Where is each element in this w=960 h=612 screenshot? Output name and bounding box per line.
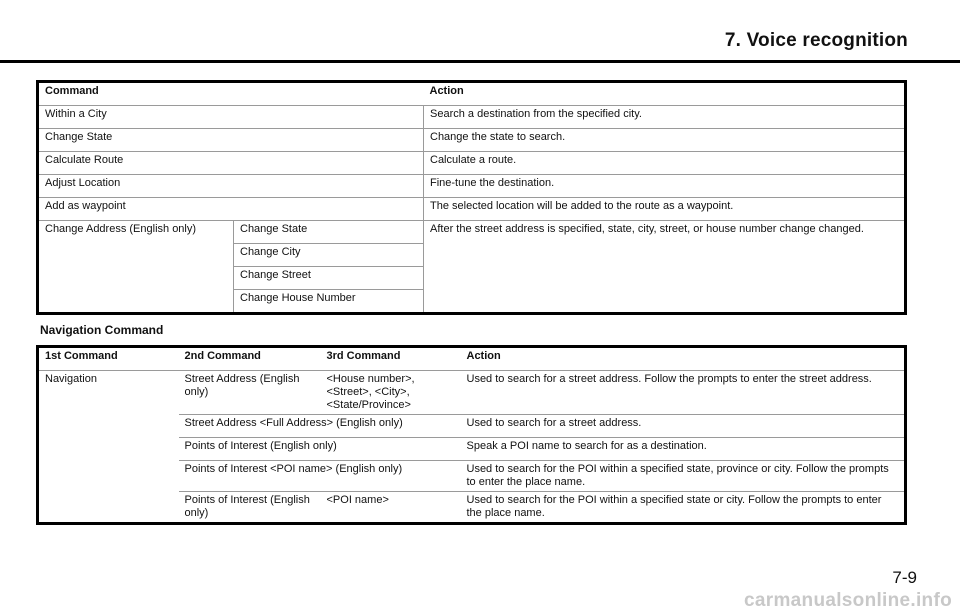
header-first-command: 1st Command — [38, 347, 179, 371]
command-table — [36, 80, 907, 315]
section-title: Navigation Command — [40, 323, 164, 337]
subcommand-cell: Change Street — [234, 267, 424, 290]
command-cell: Adjust Location — [38, 175, 424, 198]
table-row — [38, 129, 906, 152]
action-cell: After the street address is specified, state, city, street, or house number change changed. — [424, 221, 906, 314]
header-action: Action — [424, 82, 906, 106]
watermark: carmanualsonline.info — [744, 590, 952, 611]
header-divider — [0, 60, 960, 63]
table-row — [38, 106, 906, 129]
action-cell: Change the state to search. — [424, 129, 906, 152]
action-cell: Fine-tune the destination. — [424, 175, 906, 198]
header-second-command: 2nd Command — [179, 347, 321, 371]
table-row — [38, 198, 906, 221]
action-cell: The selected location will be added to the route as a waypoint. — [424, 198, 906, 221]
page-number: 7-9 — [892, 568, 917, 587]
second-command-cell: Points of Interest (English only) — [179, 438, 461, 461]
action-cell: Used to search for a street address. Follow the prompts to enter the street address. — [461, 371, 906, 415]
table-row — [38, 175, 906, 198]
third-command-cell: <House number>, <Street>, <City>, <State/Province> — [321, 371, 461, 415]
action-cell: Speak a POI name to search for as a destination. — [461, 438, 906, 461]
table-row — [38, 371, 906, 415]
command-cell: Within a City — [38, 106, 424, 129]
third-command-cell: <POI name> — [326, 494, 389, 506]
action-cell: Used to search for the POI within a specified state, province or city. Follow the prompts to enter the place name. — [461, 461, 906, 492]
action-cell: Calculate a route. — [424, 152, 906, 175]
second-command-cell: Points of Interest (English only) — [184, 494, 310, 519]
table-row — [38, 221, 906, 244]
table-header-row — [38, 347, 906, 371]
action-cell: Search a destination from the specified city. — [424, 106, 906, 129]
command-cell: Calculate Route — [38, 152, 424, 175]
header-action: Action — [461, 347, 906, 371]
table-row — [38, 152, 906, 175]
first-command-cell: Navigation — [38, 371, 179, 524]
subcommand-cell: Change House Number — [234, 290, 424, 314]
action-cell: Used to search for a street address. — [461, 415, 906, 438]
table-header-row — [38, 82, 906, 106]
second-command-cell: Street Address <Full Address> (English only) — [179, 415, 461, 438]
page-header — [0, 0, 960, 62]
subcommand-cell: Change State — [234, 221, 424, 244]
command-cell: Change Address (English only) — [38, 221, 234, 314]
second-command-cell: Street Address (English only) — [179, 371, 321, 415]
header-third-command: 3rd Command — [321, 347, 461, 371]
second-command-cell: Points of Interest <POI name> (English only) — [179, 461, 461, 492]
subcommand-cell: Change City — [234, 244, 424, 267]
chapter-title: 7. Voice recognition — [724, 30, 908, 51]
command-cell: Change State — [38, 129, 424, 152]
action-cell: Used to search for the POI within a specified state or city. Follow the prompts to enter the place name. — [466, 494, 882, 519]
command-cell: Add as waypoint — [38, 198, 424, 221]
navigation-command-table — [36, 345, 907, 525]
header-command: Command — [38, 82, 424, 106]
